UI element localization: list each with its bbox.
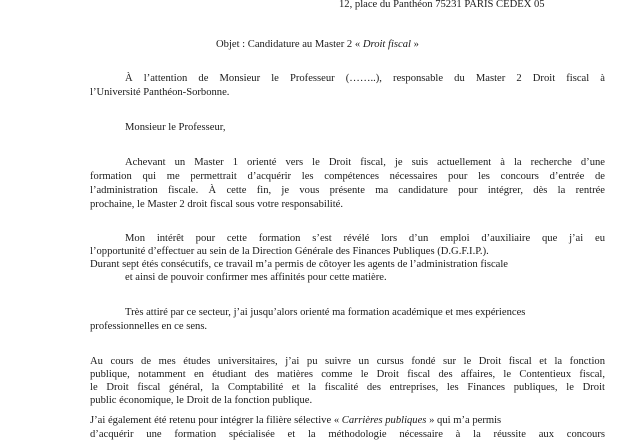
para1-line-1: Achevant un Master 1 orienté vers le Droit fiscal, je suis actuellement à la recherche d’une <box>125 157 605 168</box>
recipient-address: 12, place du Panthéon 75231 PARIS CEDEX 05 <box>339 0 545 10</box>
attention-line-1: À l’attention de Monsieur le Professeur (……..), responsable du Master 2 Droit fiscal à <box>125 73 605 84</box>
para4-line-3: le Droit fiscal général, la Comptabilité et la fiscalité des entreprises, les Finances publiques, le Droit <box>90 382 605 393</box>
subject-line <box>216 38 419 51</box>
attention-line-2: l’Université Panthéon-Sorbonne. <box>90 87 230 98</box>
para1-line-3: l’administration fiscale. À cette fin, je vous présente ma candidature pour intégrer, dès la rentrée <box>90 185 605 196</box>
para2-line-2: l’opportunité d’effectuer au sein de la Direction Générale des Finances Publiques (D.G.F.I.P.). <box>90 246 489 257</box>
subject-italic: Droit fiscal <box>362 39 411 50</box>
para4-line-1: Au cours de mes études universitaires, j’ai pu suivre un cursus fondé sur le Droit fiscal et la fonction <box>90 356 605 367</box>
para5-line-2: d’acquérir une formation spécialisée et la méthodologie nécessaire à la réussite aux concours <box>90 429 605 440</box>
para5-line-1 <box>90 414 501 427</box>
para1-line-2: formation qui me permettrait d’acquérir les compétences nécessaires pour les concours d’entrée de <box>90 171 605 182</box>
subject-prefix: Objet : Candidature au Master 2 « <box>216 39 363 50</box>
para2-line-4: et ainsi de pouvoir confirmer mes affinités pour cette matière. <box>125 272 387 283</box>
para4-line-2: publique, notamment en étudiant des matières comme le Droit fiscal des affaires, le Contentieux fiscal, <box>90 369 605 380</box>
para5-suffix: » qui m’a permis <box>426 415 502 426</box>
para4-line-4: public économique, le Droit de la fonction publique. <box>90 395 313 406</box>
para1-line-4: prochaine, le Master 2 droit fiscal sous votre responsabilité. <box>90 199 344 210</box>
para5-italic: Carrières publiques <box>341 415 427 426</box>
salutation: Monsieur le Professeur, <box>125 122 226 133</box>
para3-line-1: Très attiré par ce secteur, j’ai jusqu’alors orienté ma formation académique et mes expériences <box>125 307 526 318</box>
para5-prefix: J’ai également été retenu pour intégrer la filière sélective « <box>90 415 342 426</box>
subject-suffix: » <box>410 39 419 50</box>
para3-line-2: professionnelles en ce sens. <box>90 321 208 332</box>
para2-line-1: Mon intérêt pour cette formation s’est révélé lors d’un emploi d’auxiliaire que j’ai eu <box>125 233 605 244</box>
para2-line-3: Durant sept étés consécutifs, ce travail m’a permis de côtoyer les agents de l’administration fiscale <box>90 259 509 270</box>
